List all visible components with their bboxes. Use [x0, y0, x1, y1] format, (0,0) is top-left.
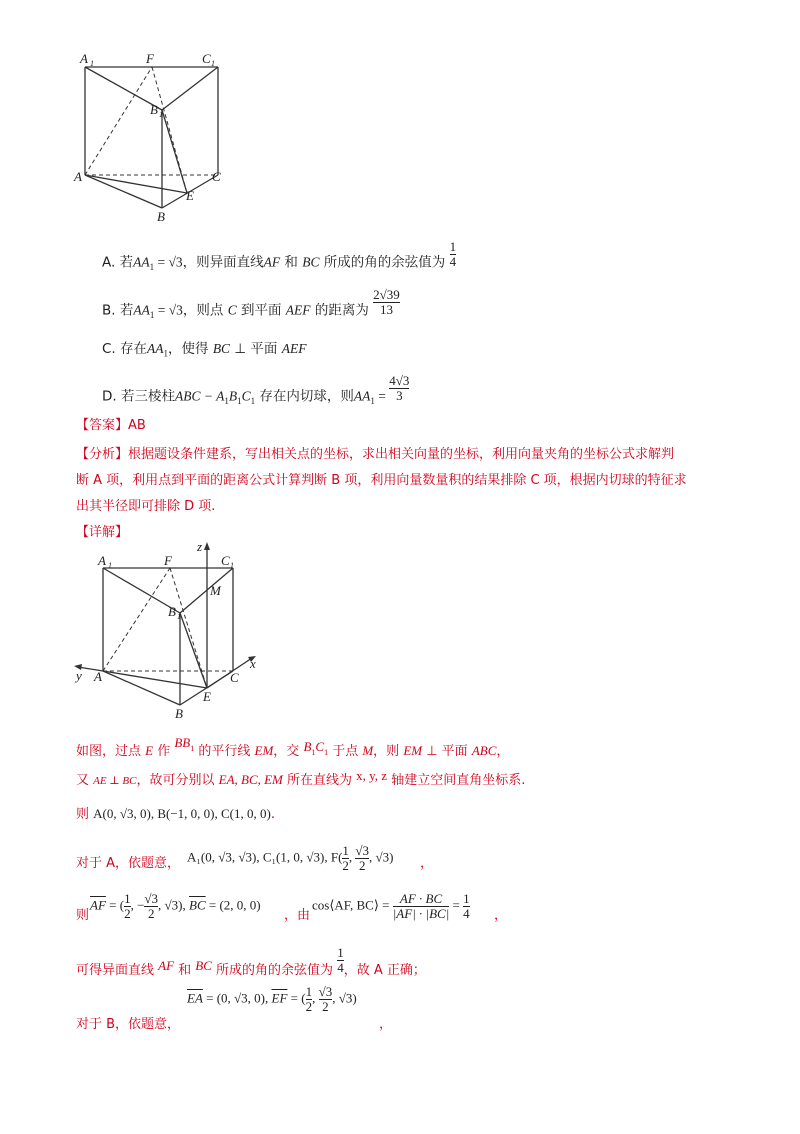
label-A1-sub: 1 [90, 59, 94, 68]
label-B1-sub: 1 [177, 612, 181, 621]
axis-y: y [76, 668, 82, 683]
label-M: M [210, 583, 221, 598]
label-B1: B [168, 604, 176, 619]
label-A1: A [98, 553, 106, 568]
option-c: C. 存在$AA_1$，使得 BC ⊥ 平面 AEF [102, 341, 307, 359]
label-C1-sub: 1 [230, 561, 234, 570]
label-B: B [175, 706, 183, 721]
label-B1: B [150, 102, 158, 117]
option-d: D. 若三棱柱ABC − $A_1B_1C_1$ 存在内切球，则$AA_1$ = $\frac{4√3}{3}$ [102, 373, 410, 407]
label-C1: C [202, 51, 211, 66]
solution-line-1: 如图，过点 E 作 $BB_1$ 的平行线 EM，交 $B_1C_1$ 于点 M，则 EM ⊥ 平面 ABC， [76, 735, 510, 759]
label-F: F [164, 553, 172, 568]
label-C: C [212, 169, 221, 184]
analysis-line-3: 出其半径即可排除 D 项. [76, 499, 216, 514]
label-C1: C [221, 553, 230, 568]
label-F: F [146, 51, 154, 66]
label-C: C [230, 670, 239, 685]
analysis-label: 【分析】 [76, 447, 129, 462]
label-A1-sub: 1 [108, 561, 112, 570]
solution-line-2: 又 AE ⊥ BC，故可分别以 EA, BC, EM 所在直线为 x, y, z 轴建立空间直角坐标系. [76, 768, 526, 788]
label-C1-sub: 1 [211, 59, 215, 68]
solution-line-4: 对于 A，依题意， A₁(0, √3, √3), C₁(1, 0, √3), F( $\frac{1}{2}$ , $\frac{√3}{2}$ , √3) ， [76, 843, 434, 873]
solution-line-7: 对于 B，依题意， $\overline{EA} = (0$, √3, 0), $\overline{EF}$ = ( $\frac{1}{2}$ , $\frac{√3}{2}$ , √3) ， [76, 984, 393, 1032]
option-a: A. 若$AA_1 = √3$，则异面直线AF 和 BC 所成的角的余弦值为 $\frac{1}{4}$ [102, 239, 457, 273]
prism-figure-1 [70, 50, 250, 225]
label-E: E [186, 188, 194, 203]
label-A: A [94, 669, 102, 684]
label-E: E [203, 689, 211, 704]
option-b: B. 若$AA_1 = √3$，则点 C 到平面 AEF 的距离为 $\frac{2√39}{13}$ [102, 287, 400, 321]
axis-x: x [250, 656, 256, 671]
label-B: B [157, 209, 165, 224]
label-A1: A [80, 51, 88, 66]
prism-figure-2 [70, 538, 270, 723]
answer-label: 【答案】 [76, 418, 129, 433]
analysis-line-1: 【分析】根据题设条件建系，写出相关点的坐标，求出相关向量的坐标，利用向量夹角的坐标公式求解判 [76, 447, 675, 462]
axis-z: z [197, 539, 203, 554]
answer-value: AB [128, 418, 146, 433]
solution-line-3: 则 A(0, √3, 0), B(−1, 0, 0), C(1, 0, 0). [76, 806, 275, 822]
solution-line-6: 可得异面直线 AF 和 BC 所成的角的余弦值为 $\frac{1}{4}$ ，故 A 正确； [76, 945, 426, 978]
label-A: A [74, 169, 82, 184]
solution-line-5: 则 $\overline{AF}$ = ( $\frac{1}{2}$ , − $\frac{√3}{2}$ , √3), $\overline{BC} = (2$, 0, 0) ，由 cos⟨AF, BC⟩ = $\frac{AF \cdot BC}{|AF| \cdot |BC|}$ = $\frac{1}{4}$ ， [76, 891, 508, 923]
analysis-line-2: 断 A 项，利用点到平面的距离公式计算判断 B 项，利用向量数量积的结果排除 C 项，根据内切球的特征求 [76, 473, 687, 488]
label-B1-sub: 1 [159, 110, 163, 119]
answer-line [76, 414, 146, 433]
detail-label: 【详解】 [76, 525, 129, 540]
